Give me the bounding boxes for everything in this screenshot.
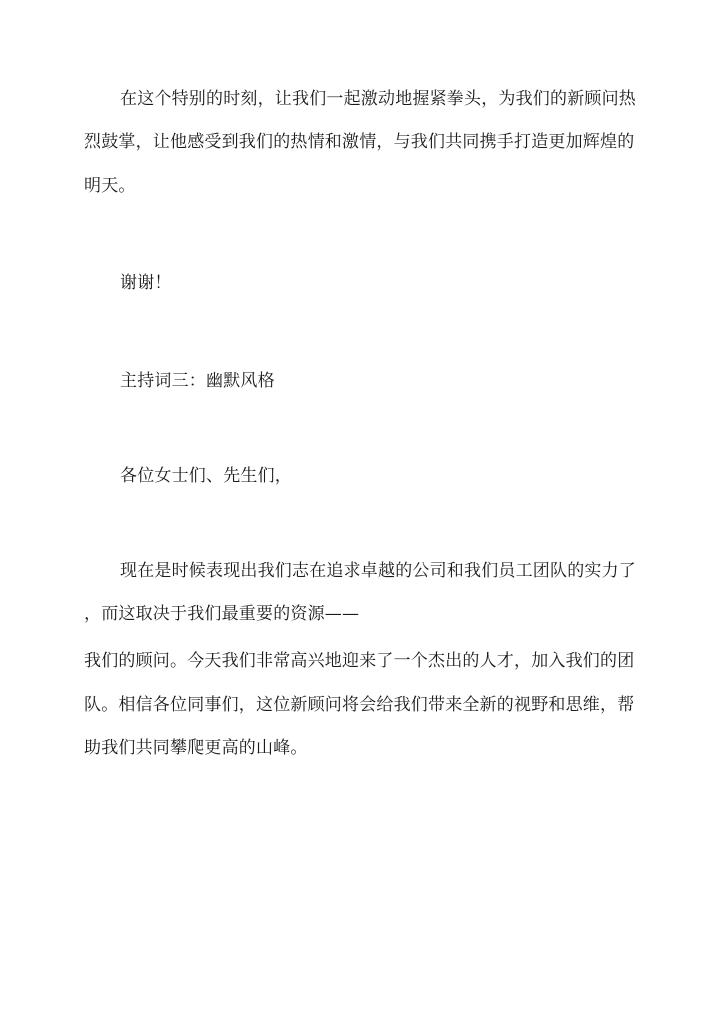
- paragraph-line: 助我们共同攀爬更高的山峰。: [84, 738, 308, 758]
- paragraph-line: 明天。: [84, 176, 136, 196]
- paragraph-line: ，而这取决于我们最重要的资源——: [84, 604, 360, 624]
- paragraph-line: 烈鼓掌，让他感受到我们的热情和激情，与我们共同携手打造更加辉煌的: [84, 132, 635, 152]
- salutation-line: 各位女士们、先生们，: [120, 466, 292, 486]
- thanks-line: 谢谢！: [120, 273, 172, 293]
- paragraph-line: 在这个特别的时刻，让我们一起激动地握紧拳头，为我们的新顾问热: [120, 89, 636, 109]
- paragraph-line: 队。相信各位同事们，这位新顾问将会给我们带来全新的视野和思维，帮: [84, 695, 635, 715]
- paragraph-line: 现在是时候表现出我们志在追求卓越的公司和我们员工团队的实力了: [120, 561, 636, 581]
- section-heading: 主持词三：幽默风格: [120, 371, 275, 391]
- paragraph-line: 我们的顾问。今天我们非常高兴地迎来了一个杰出的人才，加入我们的团: [84, 651, 635, 671]
